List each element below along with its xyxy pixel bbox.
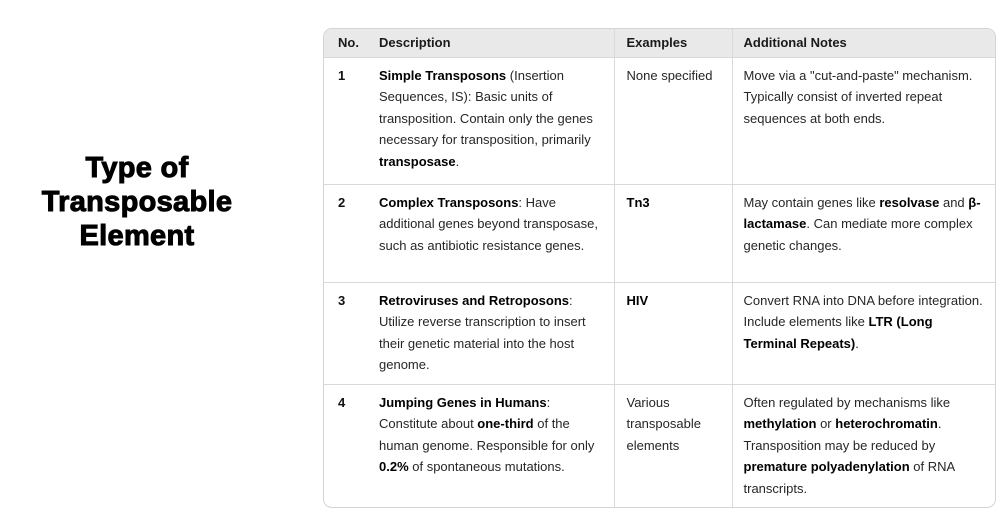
bold-text: resolvase	[879, 194, 940, 210]
plain-text: : Have additional genes beyond transposase, such as antibiotic resistance genes.	[379, 194, 598, 253]
bold-text: Complex Transposons	[379, 194, 519, 210]
table-body	[324, 57, 995, 507]
table	[324, 29, 995, 507]
plain-text: Often regulated by mechanisms like	[743, 394, 951, 410]
cell-no: 3	[324, 282, 379, 384]
plain-text: (Insertion Sequences, IS): Basic units of transposition. Contain only the genes necessary for transposition, primarily	[379, 67, 593, 147]
plain-text: : Constitute about	[379, 394, 551, 431]
column-header-additional-notes: Additional Notes	[732, 29, 995, 57]
cell-examples	[614, 384, 732, 507]
bold-text: Simple Transposons	[379, 67, 507, 83]
bold-text: one-third	[477, 416, 534, 431]
page-title-line: Type of	[85, 152, 189, 184]
cell-description	[379, 384, 614, 507]
plain-text: of spontaneous mutations.	[408, 459, 565, 474]
table-row	[324, 184, 995, 282]
column-header-no: No.	[338, 35, 359, 51]
table-row	[324, 282, 995, 384]
plain-text: . Can mediate more complex genetic changes.	[743, 216, 973, 253]
bold-text: β-lactamase	[743, 194, 981, 231]
table-header-row	[324, 29, 995, 57]
plain-text: of the human genome. Responsible for only	[379, 416, 595, 453]
cell-examples	[614, 282, 732, 384]
bold-text: methylation	[743, 416, 817, 431]
cell-additional-notes	[732, 184, 995, 282]
plain-text: .	[455, 153, 460, 169]
bold-text: Tn3	[626, 194, 650, 210]
bold-text: premature polyadenylation	[743, 459, 910, 474]
bold-text: Jumping Genes in Humans	[379, 394, 547, 410]
cell-additional-notes	[732, 57, 995, 184]
cell-no: 1	[324, 57, 379, 184]
bold-text: LTR (Long Terminal Repeats)	[743, 314, 933, 351]
bold-text: heterochromatin	[835, 416, 938, 431]
cell-description	[379, 282, 614, 384]
column-header-examples: Examples	[614, 29, 732, 57]
cell-no: 4	[324, 384, 379, 507]
plain-text: of RNA transcripts.	[743, 459, 955, 496]
cell-description	[379, 57, 614, 184]
plain-text: : Utilize reverse transcription to insert their genetic material into the host genome.	[379, 292, 586, 372]
column-header-description: Description	[379, 35, 451, 51]
plain-text: .	[855, 335, 859, 351]
plain-text: Convert RNA into DNA before integration. Include elements like	[743, 292, 983, 329]
cell-examples	[614, 184, 732, 282]
plain-text: Various transposable elements	[626, 394, 701, 453]
transposable-elements-table	[323, 28, 996, 508]
plain-text: May contain genes like	[743, 194, 880, 210]
plain-text: or	[816, 416, 836, 431]
cell-no: 2	[324, 184, 379, 282]
bold-text: HIV	[626, 292, 649, 308]
table-row	[324, 384, 995, 507]
plain-text: . Transposition may be reduced by	[743, 416, 942, 453]
bold-text: Retroviruses and Retroposons	[379, 292, 569, 308]
plain-text: and	[939, 194, 969, 210]
plain-text: Move via a "cut-and-paste" mechanism. Typically consist of inverted repeat sequences at both ends.	[743, 67, 973, 126]
cell-additional-notes	[732, 384, 995, 507]
plain-text: None specified	[626, 67, 713, 83]
page-title-line: Element	[79, 220, 195, 252]
bold-text: 0.2%	[379, 459, 409, 474]
page-title-line: Transposable	[41, 186, 233, 218]
table-row	[324, 57, 995, 184]
page-title	[6, 151, 268, 253]
cell-examples	[614, 57, 732, 184]
cell-additional-notes	[732, 282, 995, 384]
cell-description	[379, 184, 614, 282]
bold-text: transposase	[379, 153, 456, 169]
